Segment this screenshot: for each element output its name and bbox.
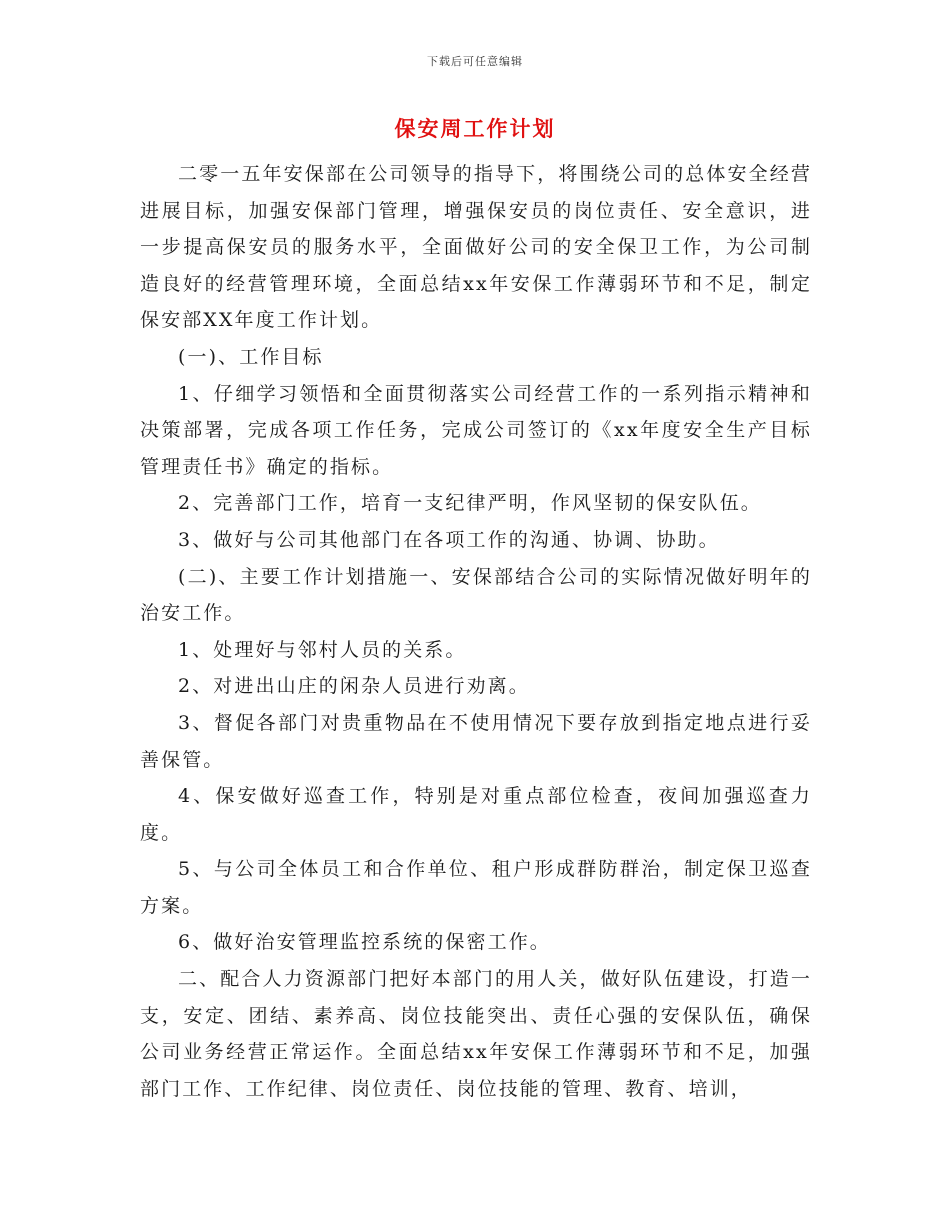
header-note: 下载后可任意编辑	[427, 55, 523, 68]
document-title: 保安周工作计划	[394, 116, 556, 141]
list-item: 4、保安做好巡查工作，特别是对重点部位检查，夜间加强巡查力度。	[140, 785, 812, 844]
list-item: 3、做好与公司其他部门在各项工作的沟通、协调、协助。	[178, 528, 720, 551]
list-item: 1、仔细学习领悟和全面贯彻落实公司经营工作的一系列指示精神和决策部署，完成各项工作任务，完成公司签订的《xx年度安全生产目标管理责任书》确定的指标。	[140, 382, 812, 478]
heading-work-goals: (一)、工作目标	[178, 345, 324, 368]
list-item: 3、督促各部门对贵重物品在不使用情况下要存放到指定地点进行妥善保管。	[140, 711, 812, 771]
list-item: 5、与公司全体员工和合作单位、租户形成群防群治，制定保卫巡查方案。	[140, 858, 812, 917]
list-item: 1、处理好与邻村人员的关系。	[178, 638, 467, 661]
list-item: 6、做好治安管理监控系统的保密工作。	[178, 931, 551, 954]
paragraph-intro: 二零一五年安保部在公司领导的指导下，将围绕公司的总体安全经营进展目标，加强安保部门管理，增强保安员的岗位责任、安全意识，进一步提高保安员的服务水平，全面做好公司的安全保卫工作，为公司制造良好的经营管理环境，全面总结xx年安保工作薄弱环节和不足，制定保安部XX年度工作计划。	[140, 163, 812, 332]
heading-main-measures: (二)、主要工作计划措施一、安保部结合公司的实际情况做好明年的治安工作。	[140, 565, 812, 625]
list-item: 2、完善部门工作，培育一支纪律严明，作风坚韧的保安队伍。	[178, 492, 762, 515]
list-item: 2、对进出山庄的闲杂人员进行劝离。	[178, 675, 530, 698]
document-body	[140, 156, 812, 1107]
paragraph-team-building: 二、配合人力资源部门把好本部门的用人关，做好队伍建设，打造一支，安定、团结、素养高、岗位技能突出、责任心强的安保队伍，确保公司业务经营正常运作。全面总结xx年安保工作薄弱环节和不足，加强部门工作、工作纪律、岗位责任、岗位技能的管理、教育、培训，	[140, 968, 812, 1100]
